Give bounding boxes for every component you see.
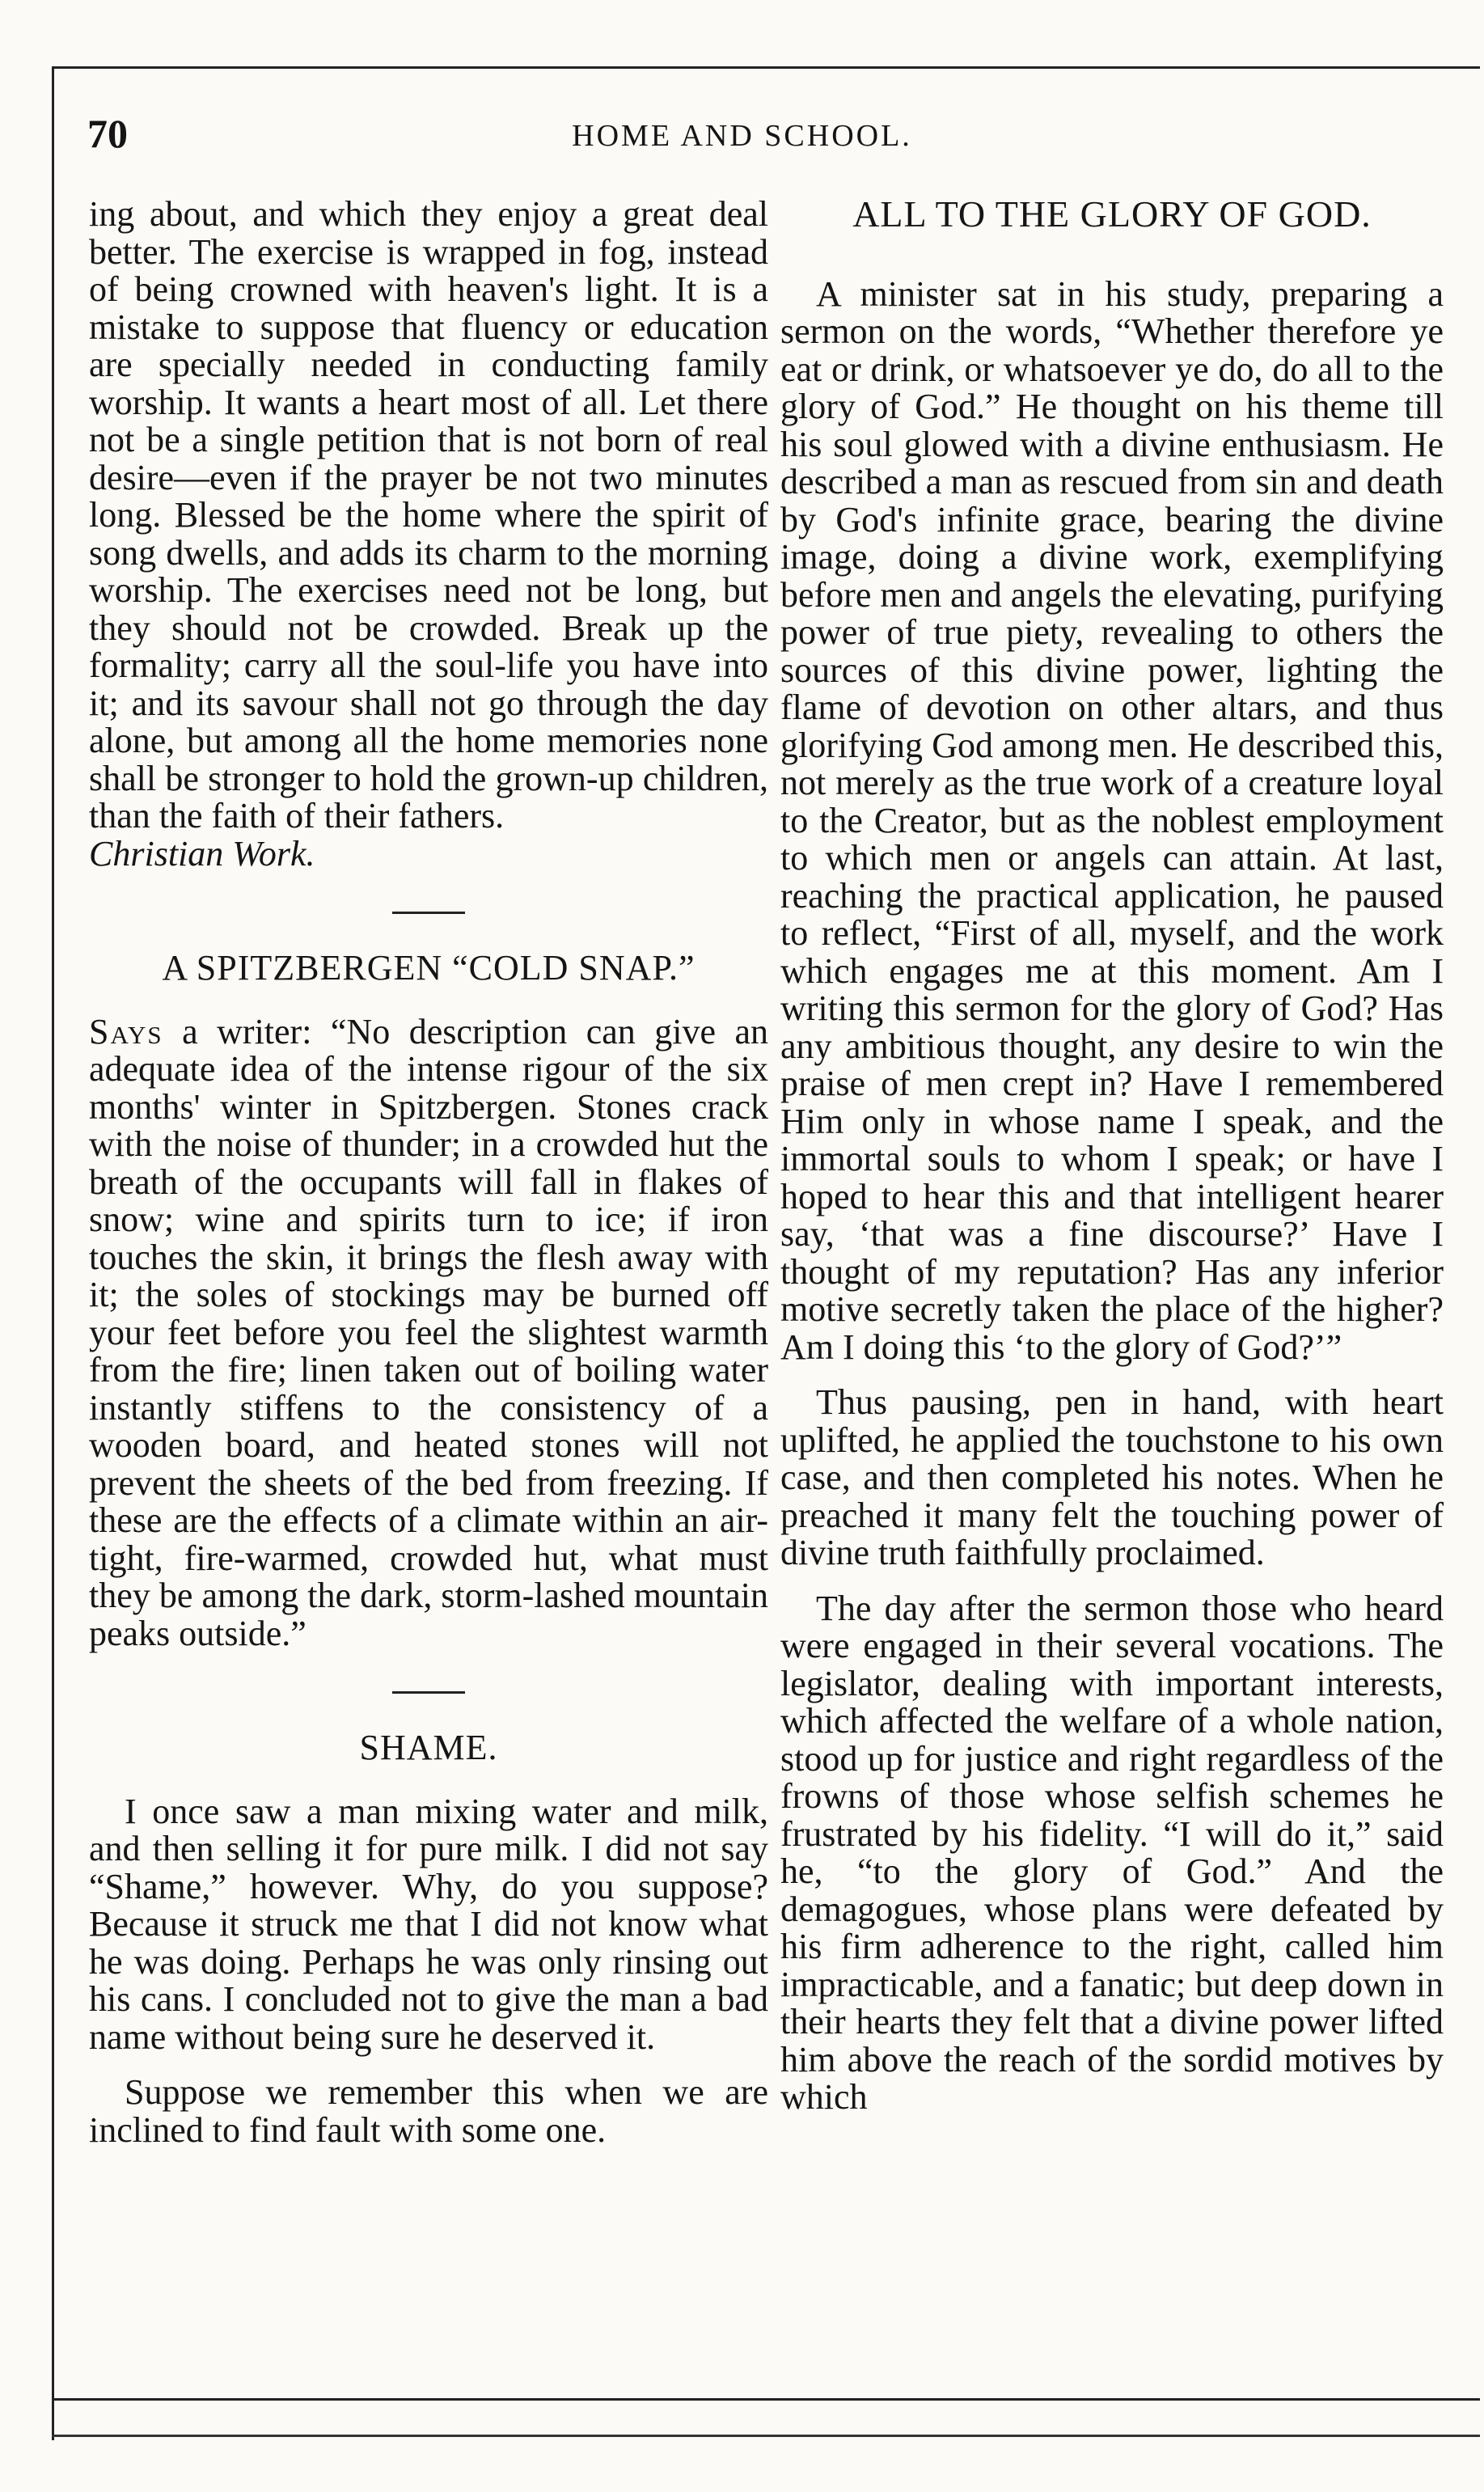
left-column [89, 196, 768, 2149]
page-bottom-rule-outer [52, 2435, 1480, 2437]
glory-paragraph-3: The day after the sermon those who heard were engaged in their several vocations. The legislator, dealing with important interests, which affected the welfare of a whole nation, stood up for justice and right regardless of the frowns of those whose selfish schemes he frustrated by his fidelity. “I will do it,” said he, “to the glory of God.” And the demagogues, whose plans were defeated by his firm adherence to the right, called him impracticable, and a fanatic; but deep down in their hearts they felt that a divine power lifted him above the reach of the sordid motives by which [780, 1588, 1444, 2117]
shame-paragraph-2: Suppose we remember this when we are inclined to find fault with some one. [89, 2072, 768, 2150]
spitzbergen-lead-word: Says [89, 1011, 163, 1051]
continued-article [89, 196, 768, 873]
running-head: HOME AND SCHOOL. [572, 119, 912, 153]
section-divider [392, 1691, 465, 1694]
page-left-rule [52, 66, 54, 2440]
spitzbergen-text: a writer: “No description can give an adequate idea of the intense rigour of the six months' winter in Spitzbergen. Stones crack with the noise of thunder; in a crowded hut the breath of the occupants will fall in flakes of snow; wine and spirits turn to ice; if iron touches the skin, it brings the flesh away with it; the soles of stockings may be burned off your feet before you feel the slightest warmth from the fire; linen taken out of boiling water instantly stiffens to the consistency of a wooden board, and heated stones will not prevent the sheets of the bed from freezing. If these are the effects of a climate within an air-tight, fire-warmed, crowded hut, what must they be among the dark, storm-lashed mountain peaks outside.” [89, 1011, 768, 1653]
spitzbergen-heading: A SPITZBERGEN “COLD SNAP.” [162, 948, 695, 988]
shame-heading: SHAME. [359, 1728, 498, 1767]
glory-heading: ALL TO THE GLORY OF GOD. [852, 193, 1372, 235]
shame-paragraph-1: I once saw a man mixing water and milk, and then selling it for pure milk. I did not say “Shame,” however. Why, do you suppose? Because it struck me that I did not know what he was doing. Perhaps he was only rinsing out his cans. I concluded not to give the man a bad name without being sure he deserved it. [89, 1791, 768, 2057]
article-credit: Christian Work. [89, 833, 315, 874]
page-number: 70 [87, 111, 128, 156]
spitzbergen-body [89, 1013, 768, 1653]
section-divider [392, 912, 465, 914]
page-top-rule [52, 66, 1480, 69]
continued-article-text: ing about, and which they enjoy a great deal better. The exercise is wrapped in fog, instead of being crowned with heaven's light. It is a mistake to suppose that fluency or education are specially needed in conducting family worship. It wants a heart most of all. Let there not be a single petition that is not born of real desire—even if the prayer be not two minutes long. Blessed be the home where the spirit of song dwells, and adds its charm to the morning worship. The exercises need not be long, but they should not be crowded. Break up the formality; carry all the soul-life you have into it; and its savour shall not go through the day alone, but among all the home memories none shall be stronger to hold the grown-up children, than the faith of their fathers. [89, 194, 768, 836]
glory-paragraph-2: Thus pausing, pen in hand, with heart uplifted, he applied the touchstone to his own case, and then completed his notes. When he preached it many felt the touching power of divine truth faithfully proclaimed. [780, 1382, 1444, 1572]
page-bottom-rule [52, 2398, 1480, 2401]
right-column [780, 193, 1444, 2117]
glory-paragraph-1: A minister sat in his study, preparing a sermon on the words, “Whether therefore ye eat or drink, or whatsoever ye do, do all to the glory of God.” He thought on his theme till his soul glowed with a divine enthusiasm. He described a man as rescued from sin and death by God's infinite grace, bearing the divine image, doing a divine work, exemplifying before men and angels the elevating, purifying power of true piety, revealing to others the sources of this divine power, lighting the flame of devotion on other altars, and thus glorifying God among men. He described this, not merely as the true work of a creature loyal to the Creator, but as the noblest employment to which men or angels can attain. At last, reaching the practical application, he paused to reflect, “First of all, myself, and the work which engages me at this moment. Am I writing this sermon for the glory of God? Has any ambitious thought, any desire to win the praise of men crept in? Have I remembered Him only in whose name I speak, and the immortal souls to whom I speak; or have I hoped to hear this and that intelligent hearer say, ‘that was a fine discourse?’ Have I thought of my reputation? Has any inferior motive secretly taken the place of the higher? Am I doing this ‘to the glory of God?’” [780, 273, 1444, 1367]
